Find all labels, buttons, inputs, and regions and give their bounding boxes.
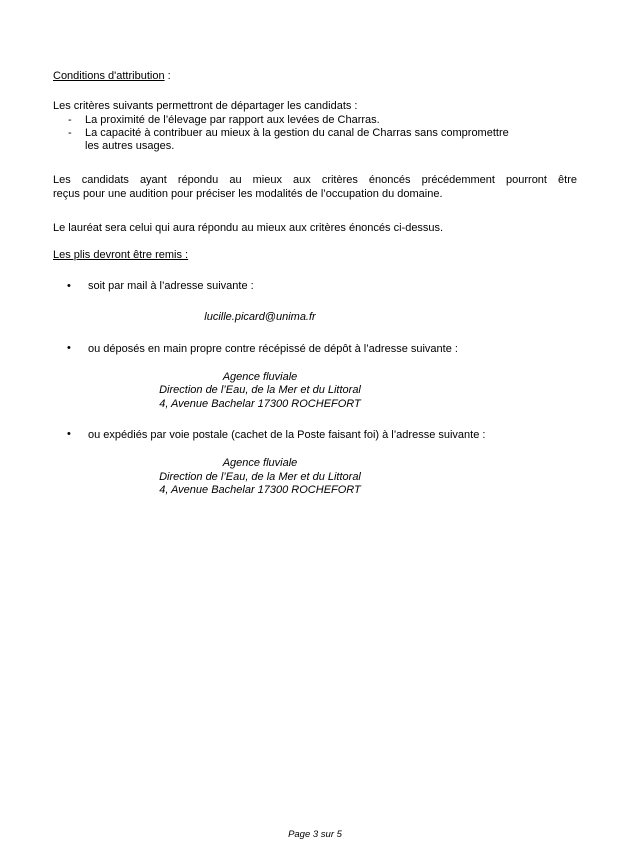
bullet-marker: • — [67, 279, 71, 292]
email-address-block — [53, 311, 467, 324]
dash-item-text: La capacité à contribuer au mieux à la gestion du canal de Charras sans compromettre — [85, 126, 509, 139]
dash-item-capacite — [53, 127, 577, 140]
address-line: Direction de l’Eau, de la Mer et du Littoral — [159, 470, 361, 483]
dash-marker: - — [68, 126, 72, 139]
bullet-marker: • — [67, 342, 71, 355]
dash-item-text: La proximité de l’élevage par rapport aux levées de Charras. — [85, 113, 380, 126]
bullet-item-depot — [53, 343, 577, 356]
paragraph-laureat: Le lauréat sera celui qui aura répondu au mieux aux critères énoncés ci-dessus. — [53, 221, 444, 234]
dash-marker: - — [68, 113, 72, 126]
paragraph-candidats — [53, 174, 577, 201]
dash-list — [53, 114, 577, 154]
paragraph-candidats-line1: Les candidats ayant répondu au mieux aux critères énoncés précédemment pourront être — [53, 174, 577, 187]
bullet-marker: • — [67, 428, 71, 441]
address-line: Direction de l’Eau, de la Mer et du Littoral — [159, 384, 361, 397]
heading-conditions — [53, 70, 577, 83]
heading-conditions-colon: : — [164, 70, 171, 82]
dash-item-proximite — [53, 114, 577, 127]
bullet-item-postal — [53, 429, 577, 442]
paragraph-criteria-intro: Les critères suivants permettront de départager les candidats : — [53, 99, 358, 112]
dash-item-continuation: les autres usages. — [85, 140, 175, 153]
address-line: Agence fluviale — [222, 371, 298, 384]
address-line: 4, Avenue Bachelar 17300 ROCHEFORT — [159, 397, 361, 410]
address-block-postal — [53, 457, 467, 497]
address-line: 4, Avenue Bachelar 17300 ROCHEFORT — [159, 483, 361, 496]
bullet-item-text: ou expédiés par voie postale (cachet de la Poste faisant foi) à l’adresse suivante : — [88, 428, 486, 441]
document-content — [53, 70, 577, 497]
email-address: lucille.picard@unima.fr — [204, 310, 316, 323]
bullet-item-text: ou déposés en main propre contre récépissé de dépôt à l’adresse suivante : — [88, 342, 458, 355]
address-line: Agence fluviale — [222, 457, 298, 470]
address-block-depot — [53, 371, 467, 411]
paragraph-candidats-line2: reçus pour une audition pour préciser les modalités de l’occupation du domaine. — [53, 187, 443, 200]
page-footer: Page 3 sur 5 — [288, 829, 342, 840]
bullet-item-text: soit par mail à l’adresse suivante : — [88, 280, 254, 293]
heading-conditions-text: Conditions d'attribution — [53, 70, 165, 82]
heading-plis: Les plis devront être remis : — [53, 249, 189, 262]
bullet-item-mail — [53, 280, 577, 293]
